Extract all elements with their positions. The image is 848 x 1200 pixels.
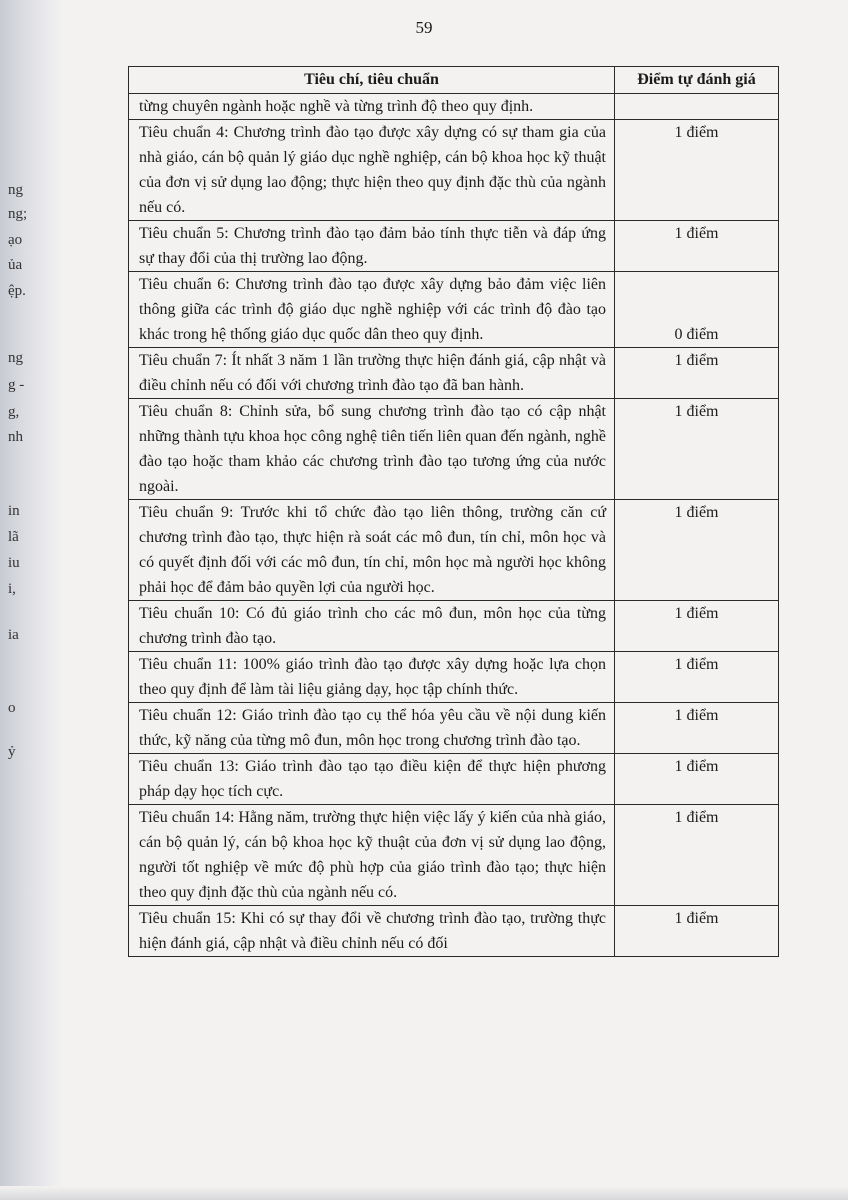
table-header-row [129, 67, 779, 94]
table-row [129, 805, 779, 906]
criterion-text: Tiêu chuẩn 14: Hằng năm, trường thực hiện việc lấy ý kiến của nhà giáo, cán bộ quản lý, cán bộ khoa học kỹ thuật của đơn vị sử dụng lao động, người tốt nghiệp về mức độ phù hợp của giáo trình đào tạo; thực hiện theo quy định đặc thù của ngành nếu có. [129, 805, 615, 906]
margin-fragment: ủa [8, 257, 23, 273]
criterion-text: Tiêu chuẩn 11: 100% giáo trình đào tạo được xây dựng hoặc lựa chọn theo quy định để làm tài liệu giảng dạy, học tập chính thức. [129, 652, 615, 703]
margin-fragment: ng; [8, 206, 28, 222]
table-row [129, 94, 779, 120]
criterion-text: từng chuyên ngành hoặc nghề và từng trình độ theo quy định. [129, 94, 615, 120]
margin-fragment: ạo [8, 232, 23, 248]
table-row [129, 348, 779, 399]
score-cell: 1 điểm [615, 221, 779, 272]
margin-fragment: g - [8, 377, 25, 393]
criterion-text: Tiêu chuẩn 5: Chương trình đào tạo đảm bảo tính thực tiễn và đáp ứng sự thay đổi của thị trường lao động. [129, 221, 615, 272]
score-cell: 1 điểm [615, 754, 779, 805]
header-criteria: Tiêu chí, tiêu chuẩn [129, 67, 615, 94]
table-row [129, 601, 779, 652]
margin-fragment: ng [8, 182, 23, 198]
criterion-text: Tiêu chuẩn 9: Trước khi tổ chức đào tạo liên thông, trường căn cứ chương trình đào tạo, thực hiện rà soát các mô đun, tín chỉ, môn học và có quyết định đối với các mô đun, tín chỉ, môn học mà người học không phải học để đảm bảo quyền lợi của người học. [129, 500, 615, 601]
score-cell: 1 điểm [615, 120, 779, 221]
margin-fragment: ng [8, 350, 23, 366]
criteria-table [128, 66, 779, 957]
score-cell [615, 94, 779, 120]
criterion-text: Tiêu chuẩn 15: Khi có sự thay đổi về chương trình đào tạo, trường thực hiện đánh giá, cập nhật và điều chỉnh nếu có đối [129, 906, 615, 957]
table-row [129, 652, 779, 703]
table-row [129, 754, 779, 805]
table-row [129, 120, 779, 221]
criterion-text: Tiêu chuẩn 6: Chương trình đào tạo được xây dựng bảo đảm việc liên thông giữa các trình độ giáo dục nghề nghiệp với các trình độ đào tạo khác trong hệ thống giáo dục quốc dân theo quy định. [129, 272, 615, 348]
margin-fragment: ia [8, 627, 19, 643]
margin-fragment: o [8, 700, 16, 716]
criterion-text: Tiêu chuẩn 12: Giáo trình đào tạo cụ thể hóa yêu cầu về nội dung kiến thức, kỹ năng của từng mô đun, môn học trong chương trình đào tạo. [129, 703, 615, 754]
table-row [129, 500, 779, 601]
page-bottom-edge [0, 1186, 848, 1200]
score-cell: 1 điểm [615, 703, 779, 754]
header-self-score: Điểm tự đánh giá [615, 67, 779, 94]
page-number: 59 [415, 18, 433, 37]
score-cell: 1 điểm [615, 399, 779, 500]
table-row [129, 703, 779, 754]
score-cell: 0 điểm [615, 272, 779, 348]
margin-fragment: g, [8, 404, 20, 420]
score-cell: 1 điểm [615, 652, 779, 703]
criterion-text: Tiêu chuẩn 8: Chỉnh sửa, bổ sung chương trình đào tạo có cập nhật những thành tựu khoa học công nghệ tiên tiến liên quan đến ngành, nghề đào tạo hoặc tham khảo các chương trình đào tạo tương ứng của nước ngoài. [129, 399, 615, 500]
criterion-text: Tiêu chuẩn 7: Ít nhất 3 năm 1 lần trường thực hiện đánh giá, cập nhật và điều chỉnh nếu có đối với chương trình đào tạo đã ban hành. [129, 348, 615, 399]
left-margin-fragments [0, 0, 60, 1200]
score-cell: 1 điểm [615, 601, 779, 652]
table-row [129, 221, 779, 272]
margin-fragment: iu [8, 555, 20, 571]
criterion-text: Tiêu chuẩn 4: Chương trình đào tạo được xây dựng có sự tham gia của nhà giáo, cán bộ quản lý giáo dục nghề nghiệp, cán bộ khoa học kỹ thuật của đơn vị sử dụng lao động; thực hiện theo quy định đặc thù của ngành nếu có. [129, 120, 615, 221]
score-cell: 1 điểm [615, 906, 779, 957]
table-row [129, 399, 779, 500]
score-cell: 1 điểm [615, 500, 779, 601]
margin-fragment: ệp. [8, 283, 26, 299]
margin-fragment: lã [8, 529, 19, 545]
margin-fragment: ỷ [8, 744, 16, 760]
criterion-text: Tiêu chuẩn 10: Có đủ giáo trình cho các mô đun, môn học của từng chương trình đào tạo. [129, 601, 615, 652]
score-cell: 1 điểm [615, 348, 779, 399]
criterion-text: Tiêu chuẩn 13: Giáo trình đào tạo tạo điều kiện để thực hiện phương pháp dạy học tích cực. [129, 754, 615, 805]
table-row [129, 272, 779, 348]
table-row [129, 906, 779, 957]
margin-fragment: nh [8, 429, 23, 445]
score-cell: 1 điểm [615, 805, 779, 906]
margin-fragment: i, [8, 581, 16, 597]
margin-fragment: in [8, 503, 20, 519]
